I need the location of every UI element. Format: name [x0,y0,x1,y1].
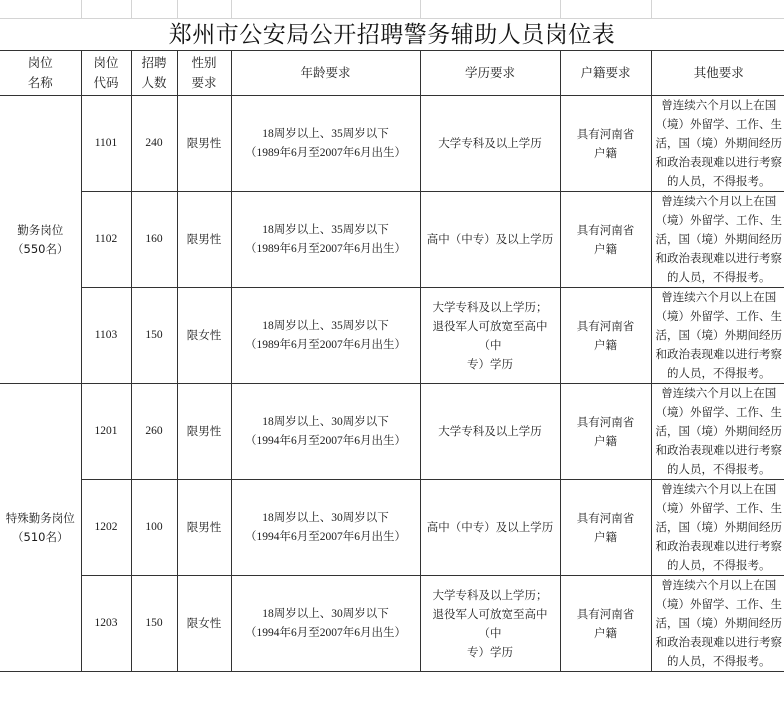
header-position-code: 岗位 代码 [81,51,131,96]
group-cell-special-duty: 特殊勤务岗位 （510名） [0,384,81,672]
education-requirement: 大学专科及以上学历； 退役军人可放宽至高中（中 专）学历 [420,288,560,384]
position-code: 1103 [81,288,131,384]
position-code: 1203 [81,576,131,672]
other-requirement: 曾连续六个月以上在国 （境）外留学、工作、生 活，国（境）外期间经历 和政治表现难以进行考察 的人员，不得报考。 [651,384,784,480]
gender-requirement: 限男性 [177,480,231,576]
education-requirement: 高中（中专）及以上学历 [420,192,560,288]
header-gender: 性别 要求 [177,51,231,96]
header-position-name: 岗位 名称 [0,51,81,96]
hukou-requirement: 具有河南省 户籍 [560,576,651,672]
gridline [560,0,561,18]
header-headcount: 招聘 人数 [131,51,177,96]
gender-requirement: 限男性 [177,192,231,288]
other-requirement: 曾连续六个月以上在国 （境）外留学、工作、生 活，国（境）外期间经历 和政治表现难以进行考察 的人员，不得报考。 [651,192,784,288]
table-row [0,96,784,192]
other-requirement: 曾连续六个月以上在国 （境）外留学、工作、生 活，国（境）外期间经历 和政治表现难以进行考察 的人员，不得报考。 [651,288,784,384]
other-requirement: 曾连续六个月以上在国 （境）外留学、工作、生 活，国（境）外期间经历 和政治表现难以进行考察 的人员，不得报考。 [651,96,784,192]
gridline [131,0,132,18]
hukou-requirement: 具有河南省 户籍 [560,192,651,288]
table-title: 郑州市公安局公开招聘警务辅助人员岗位表 [0,18,784,51]
table-row [0,192,784,288]
position-code: 1201 [81,384,131,480]
age-requirement: 18周岁以上、30周岁以下 （1994年6月至2007年6月出生） [231,384,420,480]
education-requirement: 大学专科及以上学历 [420,384,560,480]
age-requirement: 18周岁以上、35周岁以下 （1989年6月至2007年6月出生） [231,192,420,288]
gridline [177,0,178,18]
headcount: 240 [131,96,177,192]
gender-requirement: 限女性 [177,576,231,672]
hukou-requirement: 具有河南省 户籍 [560,480,651,576]
header-education: 学历要求 [420,51,560,96]
age-requirement: 18周岁以上、35周岁以下 （1989年6月至2007年6月出生） [231,96,420,192]
gridline [651,0,652,18]
age-requirement: 18周岁以上、35周岁以下 （1989年6月至2007年6月出生） [231,288,420,384]
positions-table [0,50,784,672]
position-code: 1202 [81,480,131,576]
gender-requirement: 限男性 [177,384,231,480]
headcount: 150 [131,576,177,672]
age-requirement: 18周岁以上、30周岁以下 （1994年6月至2007年6月出生） [231,480,420,576]
header-other: 其他要求 [651,51,784,96]
hukou-requirement: 具有河南省 户籍 [560,96,651,192]
gender-requirement: 限女性 [177,288,231,384]
age-requirement: 18周岁以上、30周岁以下 （1994年6月至2007年6月出生） [231,576,420,672]
headcount: 100 [131,480,177,576]
hukou-requirement: 具有河南省 户籍 [560,384,651,480]
position-code: 1102 [81,192,131,288]
spreadsheet-gridlines [0,0,784,19]
headcount: 260 [131,384,177,480]
other-requirement: 曾连续六个月以上在国 （境）外留学、工作、生 活，国（境）外期间经历 和政治表现难以进行考察 的人员，不得报考。 [651,480,784,576]
table-row [0,288,784,384]
table-row [0,576,784,672]
header-hukou: 户籍要求 [560,51,651,96]
header-row [0,51,784,96]
other-requirement: 曾连续六个月以上在国 （境）外留学、工作、生 活，国（境）外期间经历 和政治表现难以进行考察 的人员，不得报考。 [651,576,784,672]
table-row [0,480,784,576]
group-cell-duty: 勤务岗位 （550名） [0,96,81,384]
gridline [81,0,82,18]
education-requirement: 大学专科及以上学历； 退役军人可放宽至高中（中 专）学历 [420,576,560,672]
headcount: 160 [131,192,177,288]
position-code: 1101 [81,96,131,192]
header-age: 年龄要求 [231,51,420,96]
table-row [0,384,784,480]
education-requirement: 大学专科及以上学历 [420,96,560,192]
gridline [231,0,232,18]
gridline [420,0,421,18]
headcount: 150 [131,288,177,384]
hukou-requirement: 具有河南省 户籍 [560,288,651,384]
gender-requirement: 限男性 [177,96,231,192]
education-requirement: 高中（中专）及以上学历 [420,480,560,576]
